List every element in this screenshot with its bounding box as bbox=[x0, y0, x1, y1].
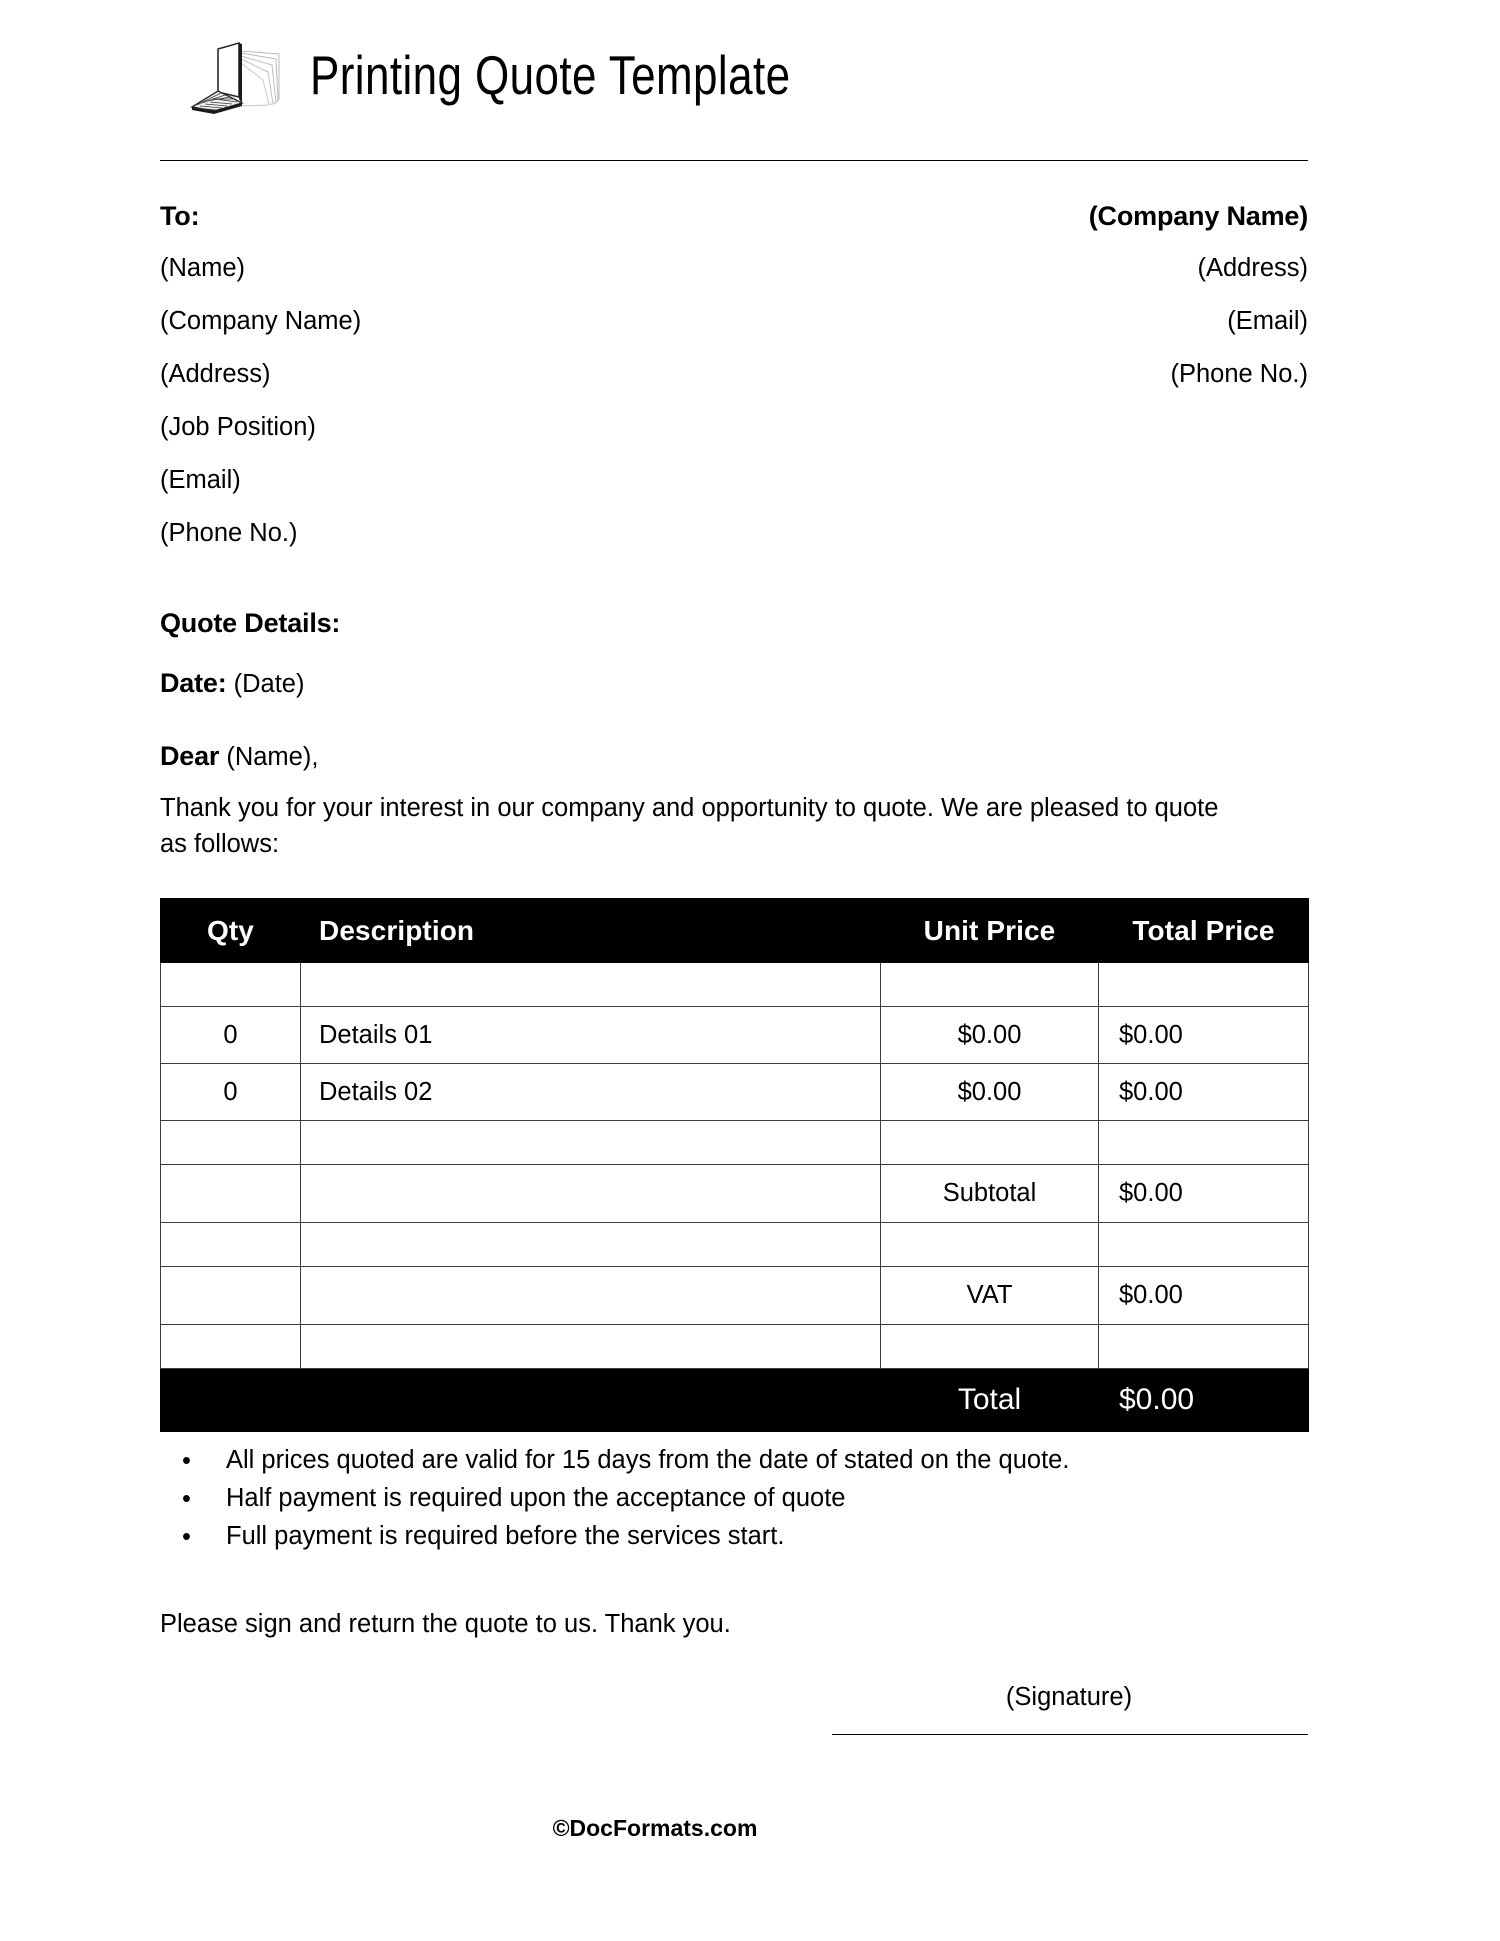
table-row-spacer bbox=[161, 963, 1309, 1007]
open-book-printing-icon bbox=[184, 37, 292, 115]
terms-list bbox=[160, 1448, 1260, 1562]
term-text: Full payment is required before the services start. bbox=[226, 1522, 785, 1550]
cell-description[interactable]: Details 01 bbox=[301, 1007, 881, 1064]
total-value: $0.00 bbox=[1099, 1369, 1309, 1432]
table-row-total bbox=[161, 1369, 1309, 1432]
document-header bbox=[160, 0, 1308, 105]
table-row-spacer bbox=[161, 1121, 1309, 1165]
table-row-vat bbox=[161, 1267, 1309, 1325]
recipient-email: (Email) bbox=[160, 466, 241, 494]
recipient-phone: (Phone No.) bbox=[160, 519, 298, 547]
cell-total-price[interactable]: $0.00 bbox=[1099, 1064, 1309, 1121]
cell-total-price[interactable]: $0.00 bbox=[1099, 1007, 1309, 1064]
cell-unit-price[interactable]: $0.00 bbox=[881, 1064, 1099, 1121]
bullet-icon: • bbox=[182, 1523, 191, 1551]
salutation-value: (Name), bbox=[226, 743, 319, 771]
bullet-icon: • bbox=[182, 1447, 191, 1475]
column-header-description: Description bbox=[301, 899, 881, 963]
column-header-total-price: Total Price bbox=[1099, 899, 1309, 963]
address-row bbox=[160, 203, 1308, 256]
cell-qty[interactable]: 0 bbox=[161, 1064, 301, 1121]
address-row bbox=[160, 521, 1308, 574]
recipient-address: (Address) bbox=[160, 360, 271, 388]
quote-date-line bbox=[160, 668, 304, 699]
list-item bbox=[160, 1486, 1260, 1524]
address-row bbox=[160, 415, 1308, 468]
quote-details-heading: Quote Details: bbox=[160, 608, 341, 638]
intro-paragraph: Thank you for your interest in our company and opportunity to quote. We are pleased to quote as follows: bbox=[160, 794, 1219, 859]
term-text: Half payment is required upon the acceptance of quote bbox=[226, 1484, 846, 1512]
recipient-heading: To: bbox=[160, 201, 200, 231]
table-row-spacer bbox=[161, 1223, 1309, 1267]
subtotal-value[interactable]: $0.00 bbox=[1099, 1165, 1309, 1223]
page-title: Printing Quote Template bbox=[310, 44, 791, 106]
address-row bbox=[160, 468, 1308, 521]
total-label: Total bbox=[881, 1369, 1099, 1432]
bullet-icon: • bbox=[182, 1485, 191, 1513]
table-row bbox=[161, 1064, 1309, 1121]
sender-address: (Address) bbox=[1197, 254, 1308, 282]
salutation-line bbox=[160, 741, 318, 772]
subtotal-label: Subtotal bbox=[881, 1165, 1099, 1223]
table-row-subtotal bbox=[161, 1165, 1309, 1223]
list-item bbox=[160, 1524, 1260, 1562]
vat-value[interactable]: $0.00 bbox=[1099, 1267, 1309, 1325]
term-text: All prices quoted are valid for 15 days from the date of stated on the quote. bbox=[226, 1446, 1070, 1474]
cell-description[interactable]: Details 02 bbox=[301, 1064, 881, 1121]
footer-credit: ©DocFormats.com bbox=[552, 1815, 758, 1841]
sender-phone: (Phone No.) bbox=[1170, 360, 1308, 388]
sender-heading: (Company Name) bbox=[1088, 201, 1308, 231]
address-row bbox=[160, 309, 1308, 362]
recipient-company: (Company Name) bbox=[160, 307, 362, 335]
address-block bbox=[160, 203, 1308, 574]
header-divider bbox=[160, 160, 1308, 161]
cell-qty[interactable]: 0 bbox=[161, 1007, 301, 1064]
quote-items-table bbox=[160, 898, 1309, 1432]
signature-label: (Signature) bbox=[1005, 1683, 1133, 1711]
column-header-unit-price: Unit Price bbox=[881, 899, 1099, 963]
salutation-label: Dear bbox=[160, 741, 220, 771]
vat-label: VAT bbox=[881, 1267, 1099, 1325]
quote-date-label: Date: bbox=[160, 668, 227, 698]
table-row-spacer bbox=[161, 1325, 1309, 1369]
closing-text: Please sign and return the quote to us. Thank you. bbox=[160, 1610, 731, 1638]
sender-email: (Email) bbox=[1227, 307, 1308, 335]
recipient-name: (Name) bbox=[160, 254, 246, 282]
recipient-job-position: (Job Position) bbox=[160, 413, 316, 441]
signature-line[interactable] bbox=[832, 1734, 1308, 1735]
table-row bbox=[161, 1007, 1309, 1064]
quote-date-value: (Date) bbox=[233, 670, 305, 698]
cell-unit-price[interactable]: $0.00 bbox=[881, 1007, 1099, 1064]
column-header-qty: Qty bbox=[161, 899, 301, 963]
address-row bbox=[160, 362, 1308, 415]
address-row bbox=[160, 256, 1308, 309]
list-item bbox=[160, 1448, 1260, 1486]
table-header-row bbox=[161, 899, 1309, 963]
